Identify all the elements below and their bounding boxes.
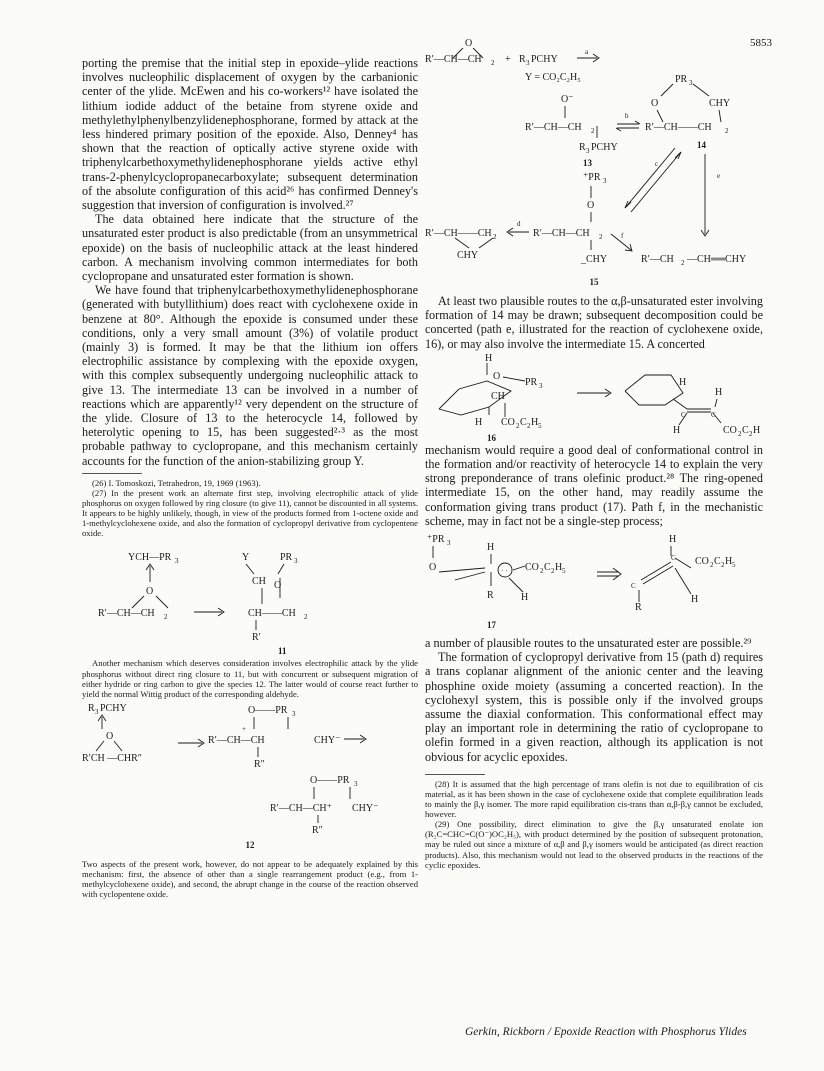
svg-text:R′—CH—CH⁺: R′—CH—CH⁺ [270, 802, 332, 814]
svg-text:⁺PR: ⁺PR [427, 534, 445, 546]
svg-text:2: 2 [551, 567, 555, 576]
svg-text:CHY: CHY [457, 250, 479, 261]
paragraph: a number of plausible routes to the unsaturated ester are possible.²⁹ [425, 636, 752, 651]
svg-text:3: 3 [539, 381, 543, 390]
svg-text:2: 2 [599, 233, 603, 241]
svg-text:R′—CH——CH: R′—CH——CH [425, 228, 492, 239]
svg-text:O: O [274, 580, 282, 592]
svg-text:O: O [429, 562, 437, 574]
svg-text:CHY⁻: CHY⁻ [352, 802, 379, 814]
svg-text:C: C [671, 554, 676, 563]
svg-text:2: 2 [493, 233, 497, 241]
svg-text:C: C [711, 410, 716, 419]
label-17: 17 [487, 620, 496, 631]
svg-text:H: H [673, 424, 681, 436]
svg-text:_CHY: _CHY [581, 254, 608, 265]
y-definition: Y = CO₂C₂H₅ [525, 72, 581, 83]
paragraph: porting the premise that the initial step in epoxide–ylide reactions involves nucleophilic displacement of oxygen by the carbanionic center of the ylide. McEwen and his co-workers¹² have isolated the lithium iodide adduct of the betaine from styrene oxide and methylethylphenylbenzylidenephosphorane, formed by attack at the less hindered primary position of the epoxide. Also, Denney⁴ has shown that the reaction of optically active styrene oxide with triphenylcarbethoxymethylidenephosphorane yields active ethyl trans-2-phenylcyclopropanecarboxylate; subsequent determination of the absolute configuration of this acid²⁶ has confirmed Denney's suggestion that inversion of configuration is involved.²⁷ [82, 56, 418, 213]
svg-text:2: 2 [738, 429, 742, 438]
svg-text:CH——CH: CH——CH [248, 608, 296, 620]
svg-text:3: 3 [175, 557, 179, 566]
svg-text:C: C [520, 416, 527, 428]
svg-text:PCHY: PCHY [591, 142, 618, 153]
mechanism-scheme [425, 38, 763, 270]
svg-text:O: O [493, 370, 501, 382]
svg-text:R′—CH—CH: R′—CH—CH [533, 228, 590, 239]
svg-text:2: 2 [304, 613, 308, 622]
svg-text:d: d [517, 220, 521, 228]
svg-text:PR: PR [525, 376, 538, 388]
svg-text:R: R [635, 602, 642, 614]
svg-text:2: 2 [721, 561, 725, 570]
svg-text:R: R [519, 54, 526, 65]
svg-text:2: 2 [681, 259, 685, 267]
svg-text:3: 3 [689, 79, 693, 87]
svg-text:H: H [679, 376, 687, 388]
structure-11 [82, 538, 418, 658]
svg-text:3: 3 [294, 557, 298, 566]
label-12: 12 [245, 839, 255, 850]
label-13: 13 [583, 158, 592, 168]
footnote-rule [425, 774, 485, 775]
footnote-27-continued: Another mechanism which deserves consideration involves electrophilic attack by the ylide phosphorus without direct ring closure to 11, but with concurrent or subsequent migration of either hydride or ring carbon to give the species 12. The latter would of course react further to yield the normal Wittig product of the corresponding aldehyde. [82, 658, 418, 699]
svg-text:R′—CH——CH: R′—CH——CH [645, 122, 712, 133]
svg-text:· ·: · · [501, 567, 508, 576]
svg-text:R′—CH—CH: R′—CH—CH [208, 734, 265, 746]
svg-text:3: 3 [95, 707, 99, 716]
svg-text:H: H [555, 562, 563, 574]
left-column [82, 56, 418, 899]
svg-text:PR: PR [280, 552, 293, 564]
svg-text:O: O [106, 730, 114, 742]
svg-text:O: O [146, 586, 154, 598]
svg-text:H: H [521, 592, 529, 604]
svg-text:2: 2 [725, 127, 729, 135]
svg-text:e: e [717, 172, 721, 180]
svg-text:3: 3 [354, 779, 358, 788]
paragraph: The formation of cyclopropyl derivative from 15 (path d) requires a trans coplanar alignment of the anionic center and the leaving phosphine oxide moiety (assuming a concerted reaction). In the cyclohexyl system, this is possible only if the involved groups assume the diaxial conformation. This conformational effect may play an important role in determining the ratio of cyclopropane to olefin formed in a given reaction, although its application is not obvious for acyclic epoxides. [425, 650, 763, 764]
structure-17 [425, 528, 763, 636]
svg-text:H: H [725, 556, 733, 568]
svg-text:C: C [631, 582, 636, 591]
footnote-27: (27) In the present work an alternate first step, involving electrophilic attack of ylide phosphorus on oxygen followed by ring closure (to give 11), cannot be discounted in all systems. It appears to be highly unlikely, though, in view of the products formed from 1-octene oxide and 1-methylcyclohexene oxide, and also the formation of cyclopropyl derivative from cyclopentene oxide. [82, 487, 418, 539]
svg-text:a: a [585, 48, 589, 56]
svg-text:c: c [655, 160, 659, 168]
svg-text:3: 3 [292, 709, 296, 718]
footnote-26: (26) I. Tomoskozi, Tetrahedron, 19, 1969 (1963). [92, 477, 261, 488]
label-11: 11 [278, 646, 287, 657]
svg-text:R′—CH: R′—CH [641, 254, 674, 265]
footnote-27-end: Two aspects of the present work, however, do not appear to be adequately explained by this mechanism: first, the absence of other than a single rearrangement product (e.g., from 1-methylcyclohexene oxide), and second, the abrupt change in the course of the reaction observed with cyclopentene oxide. [82, 858, 418, 900]
svg-text:CH: CH [252, 576, 266, 588]
svg-text:O: O [465, 38, 473, 49]
svg-text:O: O [651, 98, 659, 109]
paragraph: At least two plausible routes to the α,β-unsaturated ester involving formation of 14 may be drawn; subsequent decomposition could be concerted (path e, illustrated for the reaction of cyclohexene oxide, 16), or may also involve the intermediate 15. A concerted [425, 294, 763, 351]
svg-text:2: 2 [164, 613, 168, 622]
svg-text:2: 2 [591, 127, 595, 135]
svg-text:C: C [681, 410, 686, 419]
svg-text:3: 3 [447, 539, 451, 548]
svg-text:CHY⁻: CHY⁻ [314, 734, 341, 746]
svg-text:R″: R″ [312, 824, 323, 836]
svg-text:3: 3 [586, 147, 590, 155]
svg-text:—CH══CHY: —CH══CHY [687, 254, 747, 265]
structure-16 [425, 351, 763, 443]
svg-text:R: R [487, 590, 494, 602]
svg-text:O⁻: O⁻ [561, 94, 574, 105]
running-footer: Gerkin, Rickborn / Epoxide Reaction with Phosphorus Ylides [465, 1026, 747, 1038]
svg-text:5: 5 [538, 421, 542, 430]
svg-text:CO: CO [525, 562, 539, 574]
label-15: 15 [589, 277, 599, 287]
svg-text:C: C [742, 424, 749, 436]
svg-text:YCH—PR: YCH—PR [128, 552, 172, 564]
svg-text:R: R [579, 142, 586, 153]
svg-text:R″: R″ [254, 758, 265, 770]
svg-text:CO: CO [501, 416, 515, 428]
svg-text:H: H [531, 416, 539, 428]
svg-text:O——PR: O——PR [310, 774, 350, 786]
svg-text:PR: PR [675, 74, 688, 85]
page-number: 5853 [750, 37, 772, 49]
svg-text:R′—CH—CH: R′—CH—CH [525, 122, 582, 133]
svg-text:PCHY: PCHY [100, 702, 127, 714]
label-16: 16 [487, 432, 496, 443]
paragraph: mechanism would require a good deal of conformational control in the formation and/or reactivity of heterocycle 14 to explain the very strong preponderance of trans olefinic product.²⁸ The ring-opened intermediate 15, on the other hand, may readily assume the conformation giving trans product (17). Path f, in the mechanistic scheme, may in fact not be a single-step process; [425, 442, 763, 528]
svg-text:PCHY: PCHY [531, 54, 558, 65]
svg-text:+: + [242, 724, 246, 733]
paragraph: The data obtained here indicate that the structure of the unsaturated ester product is also predictable (from an unsymmetrical epoxide) on the basis of nucleophilic attack at the least hindered carbon. A mechanism involving common intermediates for both cyclopropane and unsaturated ester formation is shown. [82, 212, 418, 284]
structure-12 [82, 699, 418, 839]
svg-text:2: 2 [710, 561, 714, 570]
svg-text:R′CH —CHR″: R′CH —CHR″ [82, 752, 142, 764]
svg-text:H: H [485, 352, 493, 364]
svg-text:H: H [487, 542, 495, 554]
svg-text:5: 5 [562, 567, 566, 576]
svg-text:f: f [621, 232, 624, 240]
label-14: 14 [697, 140, 706, 150]
svg-text:H: H [669, 534, 677, 546]
svg-text:2: 2 [527, 421, 531, 430]
svg-text:CH: CH [491, 390, 505, 402]
svg-text:H: H [753, 424, 761, 436]
svg-text:R′—CH—CH: R′—CH—CH [98, 608, 155, 620]
svg-text:R′—CH—CH: R′—CH—CH [425, 54, 482, 65]
svg-text:b: b [625, 112, 629, 120]
svg-text:2: 2 [516, 421, 520, 430]
svg-text:C: C [544, 562, 551, 574]
svg-text:3: 3 [526, 59, 530, 67]
svg-text:5: 5 [732, 561, 736, 570]
svg-text:O: O [587, 200, 595, 211]
svg-text:H: H [715, 386, 723, 398]
svg-text:⁺PR: ⁺PR [583, 172, 601, 183]
svg-text:R: R [88, 702, 95, 714]
svg-text:2: 2 [491, 59, 495, 67]
footnote-29: (29) One possibility, direct elimination to give the β,γ unsaturated enolate ion (R₂C=CHC=C(O⁻)OC₂H₅), with product determined by the position of subsequent protonation, may be ruled out since a mixture of α,β and β,γ isomers would be anticipated (as direct reaction products). Also, this mechanism would not lead to the observed products in the reactions of the cyclic epoxides. [425, 819, 763, 870]
svg-text:H: H [691, 594, 699, 606]
footnote-rule [82, 473, 142, 474]
svg-text:C: C [714, 556, 721, 568]
footnote-28: (28) It is assumed that the high percentage of trans olefin is not due to equilibration of cis material, as it has been shown in the case of cyclohexene oxide that complete equilibration leads to mainly the β,γ isomer. The more rapid equilibration cis-trans than α,β-β,γ cannot be excluded, however. [425, 778, 763, 820]
svg-text:+: + [505, 54, 511, 65]
svg-text:CO: CO [695, 556, 709, 568]
svg-text:H: H [475, 416, 483, 428]
svg-text:R′: R′ [252, 632, 261, 644]
svg-text:3: 3 [603, 177, 607, 185]
svg-text:CO: CO [723, 424, 737, 436]
svg-text:2: 2 [540, 567, 544, 576]
svg-text:2: 2 [749, 429, 753, 438]
svg-text:Y: Y [242, 552, 250, 564]
svg-text:CHY: CHY [709, 98, 731, 109]
paragraph: We have found that triphenylcarbethoxymethylidenephosphorane (generated with butyllithium) does react with cyclohexene oxide in benzene at 80°. Although the epoxide is consumed under these conditions, only a very small amount (3%) of volatile product (mainly 3) is formed. It may be that the lithium ion offers electrophilic assistance by complexing with the epoxide oxygen, with this complex subsequently undergoing nucleophilic attack to give 13. The intermediate 13 can be involved in a number of reactions which are apparently¹² very dependent on the structure of the ylide. Closure of 13 to the heterocycle 14, followed by heterolytic opening to 15, has been suggested²·³ as the most probable pathway to cyclopropane, and this mechanism certainly accounts for the function of the anion-stabilizing group Y. [82, 283, 418, 468]
svg-text:O——PR: O——PR [248, 704, 288, 716]
